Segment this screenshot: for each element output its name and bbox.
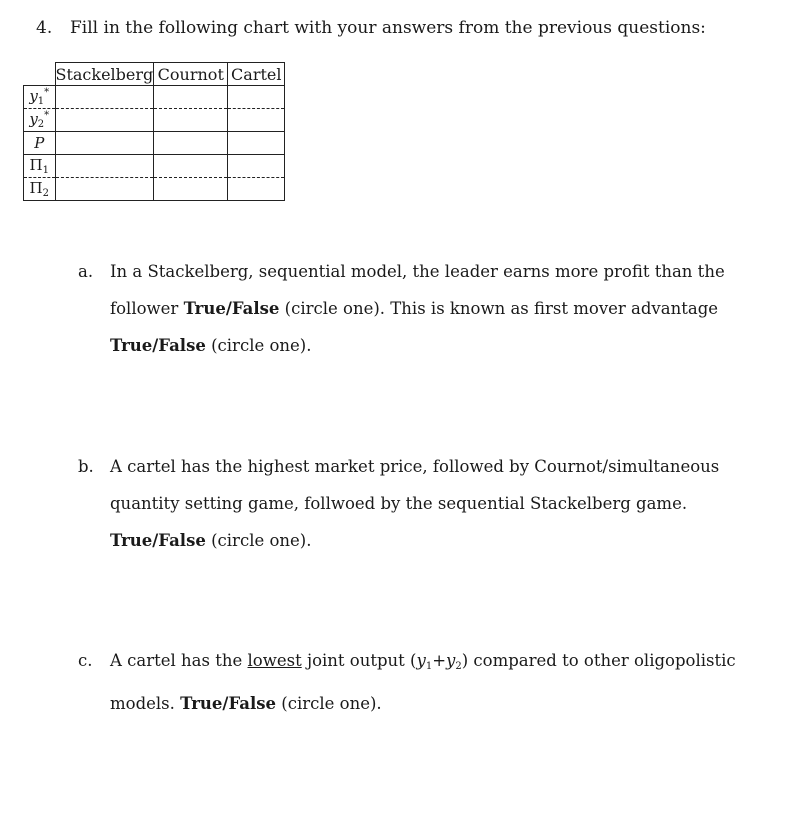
col-header-cartel: Cartel: [228, 63, 285, 86]
answer-cell[interactable]: [55, 178, 154, 201]
underlined-lowest: lowest: [247, 651, 302, 670]
chart-row-y1: [24, 86, 285, 109]
answer-cell[interactable]: [154, 155, 228, 178]
item-c: [78, 642, 768, 722]
chart-row-profit2: [24, 178, 285, 201]
item-b-letter: b.: [78, 457, 94, 476]
item-b-text: A cartel has the highest market price, followed by Cournot/simultaneous quantity setting game, follwoed by the sequential Stackelberg game. True/False (circle one).: [110, 457, 720, 550]
true-false-option[interactable]: True/False: [110, 531, 206, 550]
chart-header-row: [24, 63, 285, 86]
item-b: [78, 448, 768, 559]
question-number: 4.: [36, 18, 53, 38]
answer-cell[interactable]: [154, 109, 228, 132]
answer-cell[interactable]: [228, 109, 285, 132]
col-header-cournot: Cournot: [154, 63, 228, 86]
chart-corner: [24, 63, 56, 86]
answer-cell[interactable]: [228, 132, 285, 155]
item-c-letter: c.: [78, 651, 93, 670]
answer-cell[interactable]: [228, 155, 285, 178]
answer-cell[interactable]: [228, 86, 285, 109]
answer-cell[interactable]: [154, 132, 228, 155]
item-a-letter: a.: [78, 262, 94, 281]
answer-cell[interactable]: [154, 178, 228, 201]
row-label-price: P: [24, 132, 56, 155]
row-label-y1: $y_1^*$: [24, 86, 56, 109]
col-header-stackelberg: Stackelberg: [55, 64, 154, 84]
row-label-profit1: $\Pi_1$: [24, 155, 56, 178]
answer-cell[interactable]: [55, 155, 154, 178]
item-a: [78, 253, 768, 364]
answer-chart: [23, 62, 285, 201]
true-false-option[interactable]: True/False: [180, 694, 277, 713]
chart-row-profit1: [24, 155, 285, 178]
chart-row-price: [24, 132, 285, 155]
answer-cell[interactable]: [55, 132, 154, 155]
answer-cell[interactable]: [228, 178, 285, 201]
row-label-profit2: $\Pi_2$: [24, 178, 56, 201]
answer-cell[interactable]: [154, 86, 228, 109]
true-false-option[interactable]: True/False: [110, 336, 206, 355]
true-false-option[interactable]: True/False: [183, 299, 280, 318]
question-text: Fill in the following chart with your answers from the previous questions:: [70, 18, 706, 38]
chart-row-y2: [24, 109, 285, 132]
answer-cell[interactable]: [55, 86, 154, 109]
question-heading: [36, 18, 706, 38]
item-a-text: In a Stackelberg, sequential model, the leader earns more profit than the follower True/False (circle one). This is known as first mover advantage True/False (circle one).: [110, 262, 725, 355]
item-c-text: A cartel has the lowest joint output $(y_1+y_2)$ compared to other oligopolistic models. True/False (circle one).: [110, 651, 736, 713]
answer-cell[interactable]: [55, 109, 154, 132]
row-label-y2: $y_2^*$: [24, 109, 56, 132]
